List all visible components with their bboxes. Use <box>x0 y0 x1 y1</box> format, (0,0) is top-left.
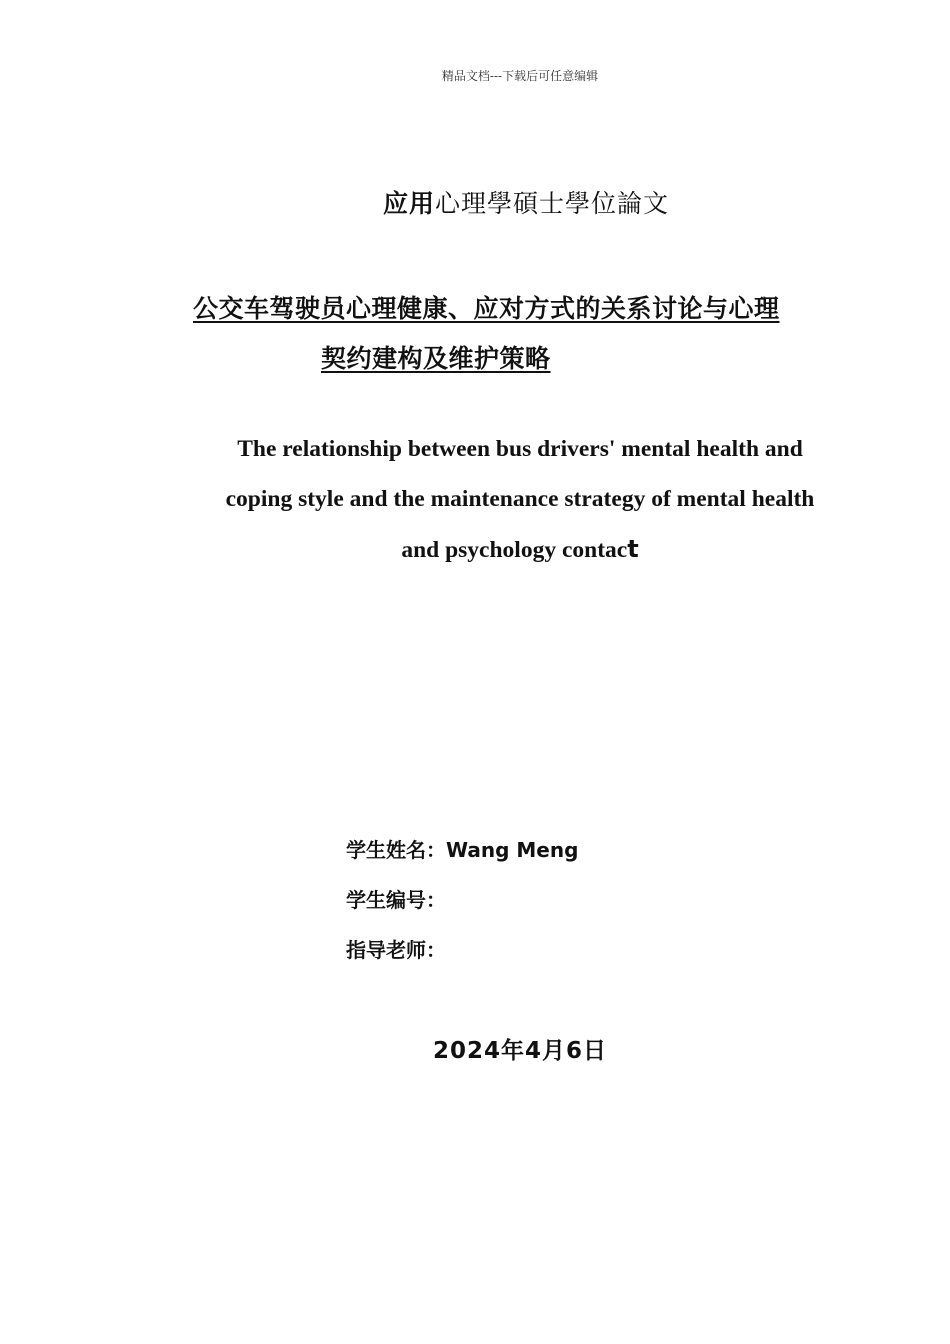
student-id-row <box>346 884 446 913</box>
degree-title-lead: 应用 <box>382 189 435 218</box>
student-name-label: 学生姓名： <box>346 838 446 862</box>
header-note: 精品文档---下载后可任意编辑 <box>441 69 599 83</box>
student-name-row <box>346 834 578 863</box>
student-id-label: 学生编号： <box>346 888 446 912</box>
english-title-line-1: The relationship between bus drivers' mental health and <box>237 436 803 462</box>
chinese-title-line-2 <box>193 334 873 384</box>
english-title-line-3-main: and psychology contac <box>401 537 628 563</box>
student-name-value: Wang Meng <box>446 838 579 862</box>
advisor-row <box>346 934 446 963</box>
english-thesis-title <box>190 424 850 575</box>
degree-title <box>0 184 950 220</box>
degree-title-rest: 心理學碩士學位論文 <box>435 189 670 218</box>
submission-date: 2024年4月6日 <box>432 1038 608 1064</box>
english-title-line-3 <box>190 524 850 575</box>
chinese-title-line-1-text: 公交车驾驶员心理健康、应对方式的关系讨论与心理 <box>193 294 780 323</box>
chinese-title-line-1 <box>193 284 873 334</box>
english-title-line-2: coping style and the maintenance strategy of mental health <box>225 486 815 512</box>
english-title-line-3-last-letter: t <box>627 535 639 563</box>
chinese-thesis-title <box>193 284 873 384</box>
advisor-label: 指导老师： <box>346 938 446 962</box>
chinese-title-line-2-text: 契约建构及维护策略 <box>321 344 551 373</box>
